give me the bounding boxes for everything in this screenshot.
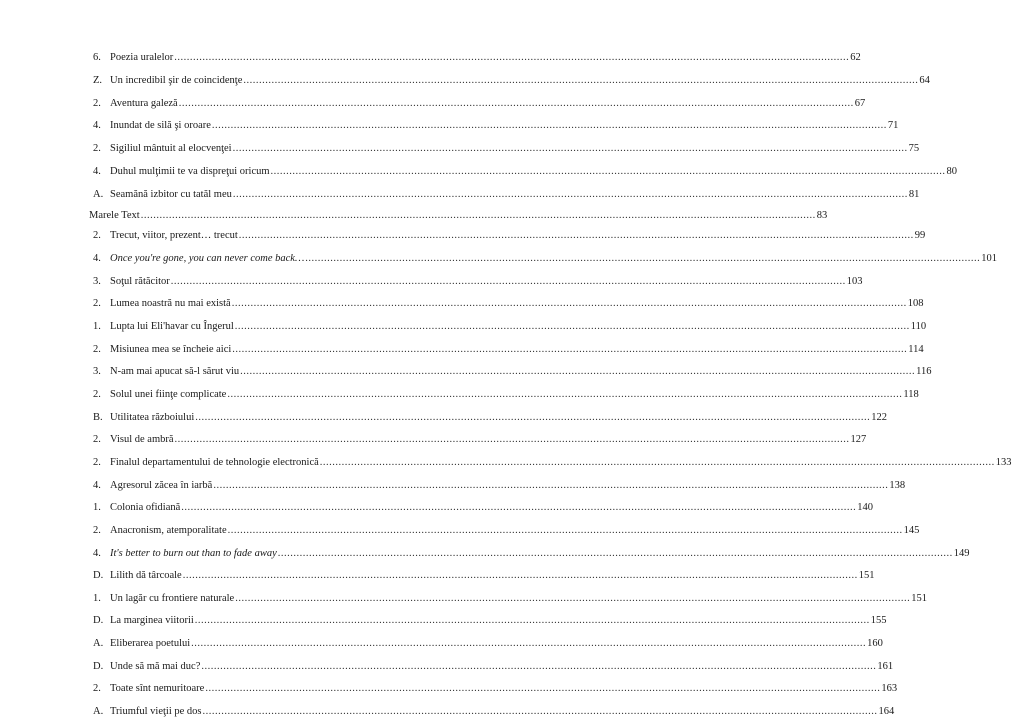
toc-page-number: 110 [910, 321, 927, 332]
toc-entry-title: N-am mai apucat să-l sărut viu [110, 366, 240, 378]
toc-entry [93, 634, 883, 650]
toc-dot-leader [171, 276, 846, 288]
toc-entry-title: Utilitatea războiului [110, 411, 195, 423]
toc-dot-leader [195, 615, 870, 627]
toc-entry-number: 3. [93, 366, 101, 378]
toc-entry-number: 4. [93, 120, 101, 132]
toc-entry [93, 340, 924, 356]
toc-dot-leader [205, 683, 880, 695]
toc-entry-title: Un lagăr cu frontiere naturale [110, 592, 235, 604]
toc-dot-leader [232, 344, 907, 356]
toc-entry [93, 249, 998, 265]
toc-page-number: 149 [953, 547, 970, 559]
toc-page-number: 161 [877, 660, 894, 672]
toc-entry-title: Anacronism, atemporalitate [110, 524, 227, 536]
toc-entry-number: 3. [93, 275, 101, 287]
toc-page-number: 108 [907, 298, 924, 310]
toc-entry-title: Soţul rătăcitor [110, 275, 170, 287]
toc-entry [93, 566, 875, 582]
toc-page-number: 127 [850, 434, 867, 446]
toc-entry [93, 162, 958, 178]
toc-dot-leader [235, 321, 910, 333]
toc-page-number: 122 [871, 411, 888, 423]
toc-entry [93, 362, 932, 378]
toc-entry [93, 116, 899, 132]
toc-entry-number: 2. [93, 683, 101, 695]
toc-entry [93, 702, 895, 718]
toc-entry-number: A. [93, 638, 104, 650]
toc-entry-number: 4. [93, 479, 101, 491]
toc-dot-leader [195, 412, 870, 424]
toc-entry-number: 2. [93, 434, 101, 446]
toc-entry [93, 430, 867, 446]
toc-page-number: 114 [908, 343, 924, 355]
toc-dot-leader [141, 210, 816, 222]
toc-entry-title: Toate sînt nemuritoare [110, 683, 205, 695]
toc-dot-leader [305, 253, 980, 265]
toc-entry [93, 139, 920, 155]
toc-page-number: 163 [881, 683, 898, 695]
toc-entry-number: A. [93, 706, 104, 718]
toc-entry-number: 4. [93, 547, 101, 559]
toc-entry-number: A. [93, 188, 104, 200]
toc-page-number: 62 [850, 52, 861, 63]
toc-entry-number: 2. [93, 97, 101, 109]
toc-entry-number: 2. [93, 143, 101, 155]
toc-entry-number: D. [93, 570, 104, 582]
toc-dot-leader [228, 525, 903, 537]
toc-dot-leader [235, 593, 910, 605]
toc-entry-title: Colonia ofidiană [110, 502, 181, 514]
toc-page-number: 81 [908, 188, 920, 200]
toc-entry-number: 1. [93, 502, 101, 514]
toc-entry-title: Duhul mulţimii te va dispreţui oricum [110, 166, 270, 177]
toc-entry-title: Aventura galeză [110, 97, 178, 109]
toc-entry-title: Visul de ambră [110, 434, 174, 446]
toc-entry [93, 317, 927, 333]
toc-entry-number: 2. [93, 230, 101, 242]
toc-entry-title: Agresorul zăcea în iarbă [110, 479, 213, 491]
toc-dot-leader [191, 638, 866, 650]
toc-page-number: 71 [887, 120, 899, 132]
toc-dot-leader [203, 706, 878, 718]
toc-entry-title: Lumea noastră nu mai există [110, 298, 231, 310]
toc-entry [93, 226, 926, 242]
toc-page-number: 145 [903, 524, 920, 536]
toc-dot-leader [232, 298, 907, 310]
toc-entry-number: 1. [93, 321, 101, 332]
toc-entry [93, 679, 898, 695]
toc-dot-leader [227, 389, 902, 401]
toc-dot-leader [239, 230, 914, 242]
toc-entry-number: 6. [93, 52, 101, 63]
toc-entry [93, 272, 863, 288]
toc-page-number: 116 [916, 366, 932, 378]
toc-entry [93, 408, 888, 424]
toc-page-number: 133 [995, 456, 1012, 468]
toc-page-number: 103 [846, 275, 863, 287]
toc-page-number: 83 [816, 209, 828, 221]
toc-page-number: 151 [911, 592, 927, 604]
toc-page-number: 155 [870, 615, 887, 627]
toc-page-number: 75 [908, 143, 920, 155]
toc-entry-title: It's better to burn out than to fade away [110, 547, 277, 559]
toc-entry-number: Z. [93, 74, 103, 86]
toc-page-number: 164 [878, 706, 895, 718]
toc-entry-title: Marele Text [89, 209, 140, 221]
toc-entry-number: 2. [93, 298, 101, 310]
toc-entry [93, 589, 927, 605]
toc-entry-number: 4. [93, 253, 101, 265]
toc-dot-leader [278, 548, 953, 560]
toc-dot-leader [183, 570, 858, 582]
toc-entry [93, 185, 920, 201]
toc-entry [93, 657, 894, 673]
toc-entry-number: 2. [93, 524, 101, 536]
toc-entry [93, 544, 970, 560]
toc-entry-number: D. [93, 660, 104, 672]
toc-dot-leader [271, 166, 946, 178]
toc-entry [93, 71, 930, 87]
toc-entry-title: Finalul departamentului de tehnologie electronică [110, 456, 319, 468]
toc-dot-leader [213, 480, 888, 492]
toc-entry-title: Trecut, viitor, prezent… trecut [110, 230, 238, 242]
toc-entry-title: Solul unei fiinţe complicate [110, 388, 227, 400]
toc-entry-title: Eliberarea poetului [110, 638, 191, 650]
toc-dot-leader [320, 457, 995, 469]
toc-dot-leader [233, 143, 908, 155]
toc-entry-title: La marginea viitorii [110, 615, 194, 627]
toc-dot-leader [175, 434, 850, 446]
toc-entry-number: 1. [93, 592, 101, 604]
toc-entry-title: Inundat de silă şi oroare [110, 120, 211, 132]
toc-page-number: 138 [889, 479, 906, 491]
toc-dot-leader [243, 75, 918, 87]
toc-entry [93, 385, 919, 401]
toc-entry-title: Unde să mă mai duc? [110, 660, 201, 672]
toc-entry-number: B. [93, 411, 103, 423]
toc-page-number: 101 [981, 253, 998, 265]
toc-dot-leader [233, 189, 908, 201]
toc-entry-number: 2. [93, 343, 101, 355]
toc-dot-leader [212, 120, 887, 132]
toc-entry-title: Lupta lui Eli'havar cu Îngerul [110, 321, 234, 332]
toc-entry-number: 2. [93, 388, 101, 400]
toc-entry-title: Un incredibil şir de coincidenţe [110, 74, 243, 86]
toc-entry-title: Sigiliul mântuit al elocvenţei [110, 143, 232, 155]
toc-page-number: 160 [867, 638, 883, 650]
toc-page-number: 151 [858, 570, 875, 582]
toc-page-number: 99 [914, 230, 926, 242]
toc-entry [93, 453, 1012, 469]
toc-page-number: 118 [903, 388, 919, 400]
toc-entry-title: Misiunea mea se încheie aici [110, 343, 232, 355]
toc-entry [93, 48, 861, 64]
toc-dot-leader [240, 366, 915, 378]
toc-entry-title: Triumful vieţii pe dos [110, 706, 202, 718]
toc-entry [93, 521, 920, 537]
toc-entry-number: 2. [93, 456, 101, 468]
toc-entry-title: Lilith dă târcoale [110, 570, 182, 582]
toc-entry-number: 4. [93, 166, 101, 177]
toc-dot-leader [201, 661, 876, 673]
toc-entry [93, 294, 924, 310]
toc-dot-leader [174, 52, 849, 64]
toc-chapter-entry [89, 206, 828, 222]
toc-dot-leader [181, 502, 856, 514]
toc-entry-title: Once you're gone, you can never come back… [110, 253, 305, 265]
toc-page-number: 64 [919, 74, 930, 86]
toc-entry-title: Poezia uralelor [110, 52, 174, 63]
toc-entry-number: D. [93, 615, 104, 627]
toc-entry [93, 476, 906, 492]
toc-entry-title: Seamănă izbitor cu tatăl meu [110, 188, 232, 200]
toc-page-number: 80 [946, 166, 958, 177]
toc-entry [93, 611, 887, 627]
toc-dot-leader [179, 98, 854, 110]
toc-entry [93, 498, 874, 514]
toc-entry [93, 94, 866, 110]
toc-page-number: 67 [854, 97, 866, 109]
toc-page-number: 140 [857, 502, 874, 514]
